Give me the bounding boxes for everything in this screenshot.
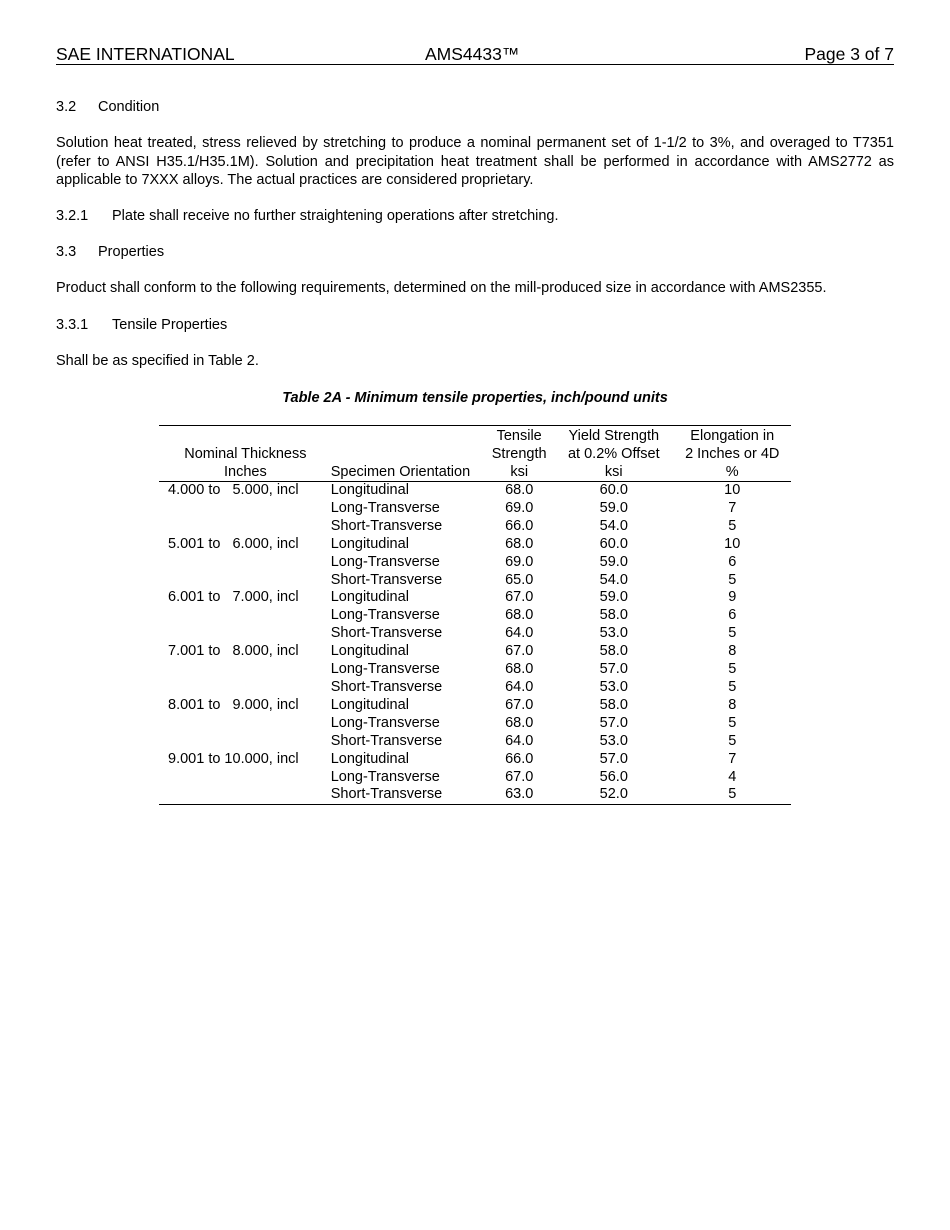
section-3-3-heading [56,243,894,262]
table-row [159,643,791,661]
cell-elongation: 8 [728,643,737,660]
cell-yield-strength: 54.0 [599,517,628,534]
table-row [159,518,791,536]
cell-orientation: Long-Transverse [330,661,440,678]
cell-yield-strength: 53.0 [599,678,628,695]
cell-yield-strength: 53.0 [599,625,628,642]
cell-tensile-strength: 67.0 [505,768,534,785]
cell-tensile-strength: 69.0 [505,553,534,570]
cell-thickness [159,554,327,572]
cell-yield-strength: 53.0 [599,732,628,749]
cell-elongation: 5 [728,661,737,678]
table-row [159,536,791,554]
page-number: Page 3 of 7 [804,44,894,64]
table-row [159,625,791,643]
cell-orientation: Long-Transverse [330,499,440,516]
cell-elongation: 7 [728,750,737,767]
section-number: 3.3.1 [56,317,89,333]
col-header-tensile: Tensile Strength ksi [484,426,554,482]
cell-thickness [159,679,327,697]
cell-thickness: 9.001 to 10.000, incl [168,750,299,767]
cell-orientation: Longitudinal [330,643,409,660]
table-row [159,733,791,751]
cell-tensile-strength: 68.0 [505,661,534,678]
cell-yield-strength: 59.0 [599,499,628,516]
cell-thickness: 6.001 to 7.000, incl [168,589,299,606]
table-header-row [159,426,791,482]
cell-elongation: 10 [724,535,741,552]
cell-yield-strength: 54.0 [599,571,628,588]
table-row [159,607,791,625]
table-body [159,482,791,805]
section-number: 3.2.1 [56,208,89,224]
cell-orientation: Short-Transverse [327,786,485,804]
document-number: AMS4433™ [425,44,520,64]
cell-tensile-strength: 68.0 [505,535,534,552]
cell-elongation: 5 [728,517,737,534]
cell-orientation: Long-Transverse [330,553,440,570]
cell-elongation: 5 [728,732,737,749]
cell-tensile-strength: 64.0 [505,625,534,642]
cell-elongation: 10 [724,482,741,498]
cell-orientation: Longitudinal [330,535,409,552]
cell-yield-strength: 57.0 [599,750,628,767]
publisher-name: SAE INTERNATIONAL [56,44,235,64]
cell-thickness: 4.000 to 5.000, incl [168,482,299,498]
cell-yield-strength: 58.0 [599,696,628,713]
cell-yield-strength: 60.0 [599,535,628,552]
section-3-3-paragraph: Product shall conform to the following requirements, determined on the mill-produced size in accordance with AMS2355. [56,280,827,296]
cell-thickness [159,715,327,733]
cell-tensile-strength: 68.0 [505,482,534,498]
cell-thickness [159,500,327,518]
table-row [159,751,791,769]
cell-orientation: Longitudinal [330,750,409,767]
cell-orientation: Short-Transverse [330,678,443,695]
cell-elongation: 5 [728,625,737,642]
cell-elongation: 5 [728,678,737,695]
cell-orientation: Short-Transverse [330,517,443,534]
cell-tensile-strength: 69.0 [505,499,534,516]
cell-tensile-strength: 67.0 [505,589,534,606]
table-row [159,500,791,518]
cell-thickness [159,733,327,751]
cell-yield-strength: 58.0 [599,607,628,624]
col-header-orientation: Specimen Orientation [327,426,485,482]
cell-orientation: Short-Transverse [330,732,443,749]
cell-tensile-strength: 66.0 [505,517,534,534]
cell-tensile-strength: 65.0 [505,571,534,588]
table-row [159,769,791,787]
cell-tensile-strength: 68.0 [505,607,534,624]
cell-thickness [159,518,327,536]
section-title: Condition [98,99,160,115]
cell-yield-strength: 57.0 [599,661,628,678]
cell-elongation: 4 [728,768,737,785]
cell-yield-strength: 57.0 [599,714,628,731]
table-row [159,589,791,607]
section-3-2-paragraph: Solution heat treated, stress relieved by stretching to produce a nominal permanent set of 1-1/2 to 3%, and overaged to T7351 (refer to ANSI H35.1/H35.1M). Solution and precipitation heat treatment shall be performed in accordance with AMS2772 as applicable to 7XXX alloys. The actual practices are considered proprietary. [56,135,894,188]
cell-thickness: 8.001 to 9.000, incl [168,696,299,713]
table-row [159,679,791,697]
section-number: 3.3 [56,244,77,260]
cell-orientation: Longitudinal [330,696,409,713]
page-header [56,44,894,65]
cell-tensile-strength: 64.0 [505,732,534,749]
cell-orientation: Long-Transverse [330,607,440,624]
cell-orientation: Short-Transverse [330,571,443,588]
cell-orientation: Short-Transverse [330,625,443,642]
cell-orientation: Long-Transverse [330,768,440,785]
cell-yield-strength: 52.0 [554,786,673,804]
section-3-2-heading [56,98,894,117]
section-3-2-1 [56,207,894,226]
cell-elongation: 5 [673,786,791,804]
cell-orientation: Longitudinal [330,589,409,606]
cell-tensile-strength: 67.0 [505,643,534,660]
cell-thickness: 7.001 to 8.000, incl [168,643,299,660]
table-caption: Table 2A - Minimum tensile properties, inch/pound units [282,390,668,406]
cell-elongation: 7 [728,499,737,516]
cell-thickness [159,607,327,625]
section-3-3-1-paragraph: Shall be as specified in Table 2. [56,353,259,369]
tensile-properties-table [159,425,791,805]
cell-tensile-strength: 68.0 [505,714,534,731]
cell-thickness [159,625,327,643]
table-row [159,715,791,733]
cell-tensile-strength: 66.0 [505,750,534,767]
cell-thickness [159,572,327,590]
cell-elongation: 9 [728,589,737,606]
cell-yield-strength: 60.0 [599,482,628,498]
cell-yield-strength: 56.0 [599,768,628,785]
table-row [159,697,791,715]
cell-thickness [159,769,327,787]
section-3-3-1-heading [56,316,894,335]
table-row [159,482,791,500]
cell-elongation: 8 [728,696,737,713]
cell-orientation: Longitudinal [330,482,409,498]
cell-tensile-strength: 63.0 [484,786,554,804]
cell-yield-strength: 59.0 [599,553,628,570]
table-row [159,661,791,679]
cell-elongation: 5 [728,571,737,588]
table-row [159,572,791,590]
section-text: Plate shall receive no further straightening operations after stretching. [112,208,559,224]
table-row [159,554,791,572]
cell-orientation: Long-Transverse [330,714,440,731]
cell-yield-strength: 58.0 [599,643,628,660]
cell-elongation: 6 [728,607,737,624]
cell-yield-strength: 59.0 [599,589,628,606]
section-title: Tensile Properties [112,317,228,333]
cell-tensile-strength: 67.0 [505,696,534,713]
section-number: 3.2 [56,99,77,115]
cell-thickness [159,786,327,804]
col-header-yield: Yield Strength at 0.2% Offset ksi [554,426,673,482]
col-header-elongation: Elongation in 2 Inches or 4D % [673,426,791,482]
section-title: Properties [98,244,165,260]
cell-thickness: 5.001 to 6.000, incl [168,535,299,552]
cell-tensile-strength: 64.0 [505,678,534,695]
table-row [159,786,791,804]
col-header-thickness: Nominal Thickness Inches [159,426,327,482]
cell-elongation: 5 [728,714,737,731]
cell-thickness [159,661,327,679]
cell-elongation: 6 [728,553,737,570]
